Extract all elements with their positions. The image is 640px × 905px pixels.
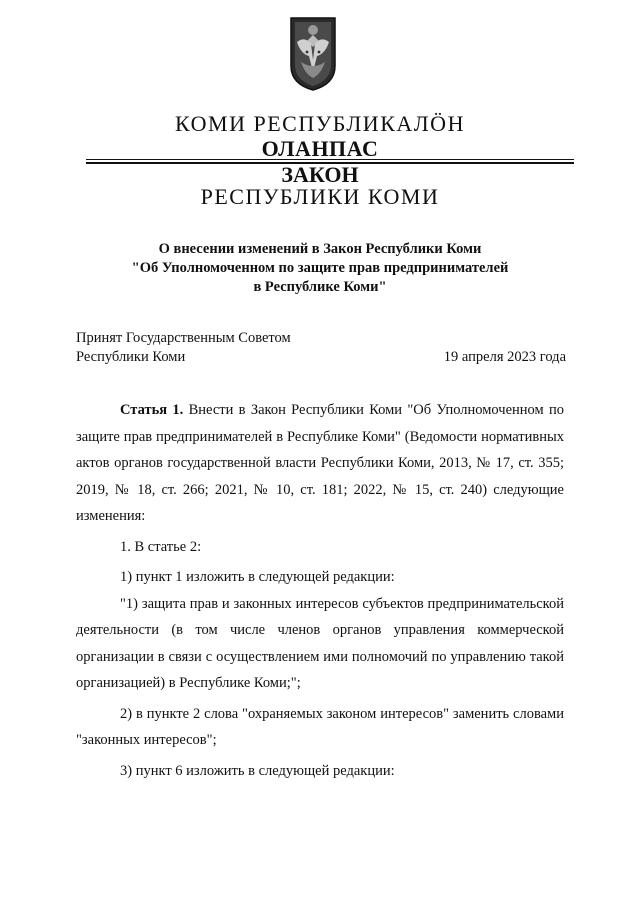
law-body [76,397,564,784]
law-title [90,240,550,297]
header-line-olanpas: ОЛАНПАС [261,136,379,161]
adoption-date: 19 апреля 2023 года [443,349,566,365]
item-1: 1. В статье 2: [120,538,202,555]
adoption-line-1: Принят Государственным Советом [76,330,291,346]
law-title-line-3: в Республике Коми" [253,279,387,295]
header-line-zakon: ЗАКОН [281,162,359,187]
item-1-1: 1) пункт 1 изложить в следующей редакции: [120,569,395,585]
law-title-line-2: "Об Уполномоченном по защите прав предпринимателей [131,260,509,276]
header-divider-thin [86,159,574,160]
adoption-line-2: Республики Коми [76,349,186,365]
law-title-line-1: О внесении изменений в Закон Республики Коми [158,241,482,257]
item-1-3: 3) пункт 6 изложить в следующей редакции: [120,762,395,779]
item-1-2: 2) в пункте 2 слова "охраняемых законом интересов" заменить словами "законных интересов"; [76,705,564,748]
article-1-text: Внести в Закон Республики Коми "Об Уполномоченном по защите прав предпринимателей в Республике Коми" (Ведомости нормативных актов органов государственной власти Республики Коми, 2013, № 17, ст. 355; 2019, № 18, ст. 266; 2021, № 10, ст. 181; 2022, № 15, ст. 240) следующие изменения: [76,402,564,524]
article-1-paragraph [76,397,564,530]
quote-1: "1) защита прав и законных интересов субъектов предпринимательской деятельности (в том числе членов органов управления коммерческой организации в связи с осуществлением ими полномочий по управлению такой организацией) в Республике Коми;"; [76,595,564,691]
header-line-komi: КОМИ РЕСПУБЛИКАЛӦН [175,111,465,136]
header-line-republic: РЕСПУБЛИКИ КОМИ [200,184,440,209]
article-1-label: Статья 1. [120,402,184,418]
adoption-statement [76,329,291,367]
coat-of-arms-icon [287,14,339,92]
